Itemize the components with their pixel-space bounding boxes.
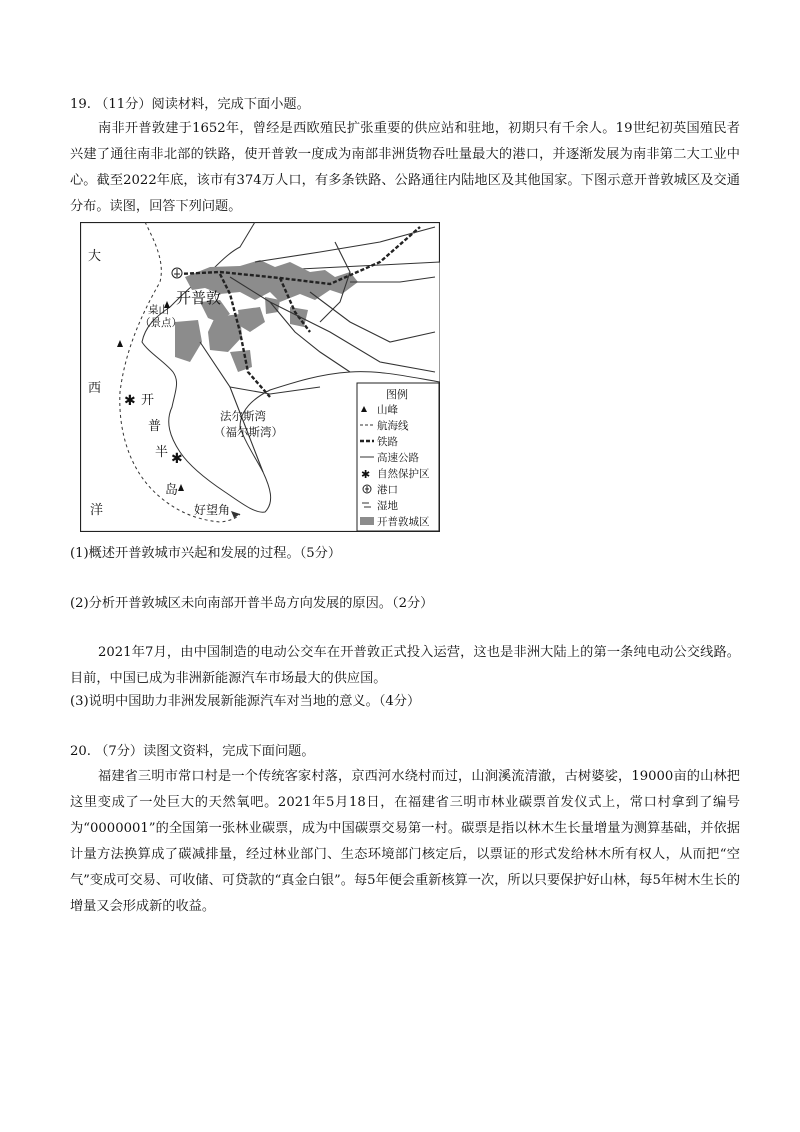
ocean-char-2: 西	[88, 381, 102, 396]
city-label: 开普敦	[176, 289, 222, 307]
svg-text:港口: 港口	[377, 484, 398, 496]
svg-text:湿地: 湿地	[377, 500, 398, 512]
nature-reserve-icon: ✱	[361, 468, 371, 481]
q19-material: 南非开普敦建于1652年，曾经是西欧殖民扩张重要的供应站和驻地，初期只有千余人。19世纪初英国殖民者兴建了通往南非北部的铁路，使开普敦一度成为南部非洲货物吞吐量最大的港口，并逐渐发展为南非第二大工业中心。截至2022年底，该市有374万人口，有多条铁路、公路通往内陆地区及其他国家。下图示意开普敦城区及交通分布。读图，回答下列问题。	[70, 121, 740, 214]
peninsula-char-1: 开	[141, 393, 155, 408]
legend	[357, 383, 439, 531]
q19-header: 19. （11分）阅读材料，完成下面小题。	[70, 97, 310, 112]
ocean-char-3: 洋	[90, 503, 104, 518]
svg-text:铁路: 铁路	[377, 436, 398, 448]
bay-label: 法尔斯湾	[220, 409, 266, 423]
port-icon	[172, 268, 182, 278]
port-icon	[363, 485, 371, 493]
peninsula-char-3: 半	[155, 445, 169, 460]
peninsula-char-2: 普	[148, 419, 162, 434]
cape-label: 好望角	[194, 503, 231, 517]
ocean-char-1: 大	[88, 249, 102, 264]
q19-material2: 2021年7月，由中国制造的电动公交车在开普敦正式投入运营，这也是非洲大陆上的第一条纯电动公交线路。目前，中国已成为非洲新能源汽车市场最大的供应国。	[70, 645, 740, 686]
bay-sub-label: （福尔斯湾）	[214, 425, 283, 439]
table-mountain-sub: （景点）	[140, 317, 182, 329]
svg-text:航海线: 航海线	[377, 420, 409, 432]
q19-sub1: (1)概述开普敦城市兴起和发展的过程。（5分）	[70, 546, 342, 561]
q19-sub3: (3)说明中国助力非洲发展新能源汽车对当地的意义。（4分）	[70, 694, 421, 709]
svg-text:山峰: 山峰	[377, 404, 398, 416]
svg-text:开普敦城区: 开普敦城区	[377, 516, 430, 528]
q20-material: 福建省三明市常口村是一个传统客家村落，京西河水绕村而过，山涧溪流清澈，古树婆娑，19000亩的山林把这里变成了一处巨大的天然氧吧。2021年5月18日，在福建省三明市林业碳票首发仪式上，常口村拿到了编号为“0000001”的全国第一张林业碳票，成为中国碳票交易第一村。碳票是指以林木生长量增量为测算基础，并依据计量方法换算成了碳减排量，经过林业部门、生态环境部门核定后，以票证的形式发给林木所有权人，从而把“空气”变成可交易、可收储、可贷款的“真金白银”。每5年便会重新核算一次，所以只要保护好山林，每5年树木生长的增量又会形成新的收益。	[70, 769, 741, 914]
legend-title: 图例	[386, 388, 408, 401]
urban-area-swatch	[360, 517, 374, 525]
nature-reserve-icon: ✱	[124, 393, 136, 409]
peninsula-char-4: 岛	[165, 483, 179, 498]
cape-town-map	[80, 222, 440, 532]
q19-sub2: (2)分析开普敦城区未向南部开普半岛方向发展的原因。（2分）	[70, 596, 434, 611]
svg-text:自然保护区: 自然保护区	[377, 468, 430, 480]
q20-header: 20. （7分）读图文资料，完成下面问题。	[70, 744, 315, 759]
svg-text:高速公路: 高速公路	[377, 452, 419, 464]
nature-reserve-icon: ✱	[171, 451, 183, 467]
table-mountain-label: 桌山	[148, 304, 169, 316]
